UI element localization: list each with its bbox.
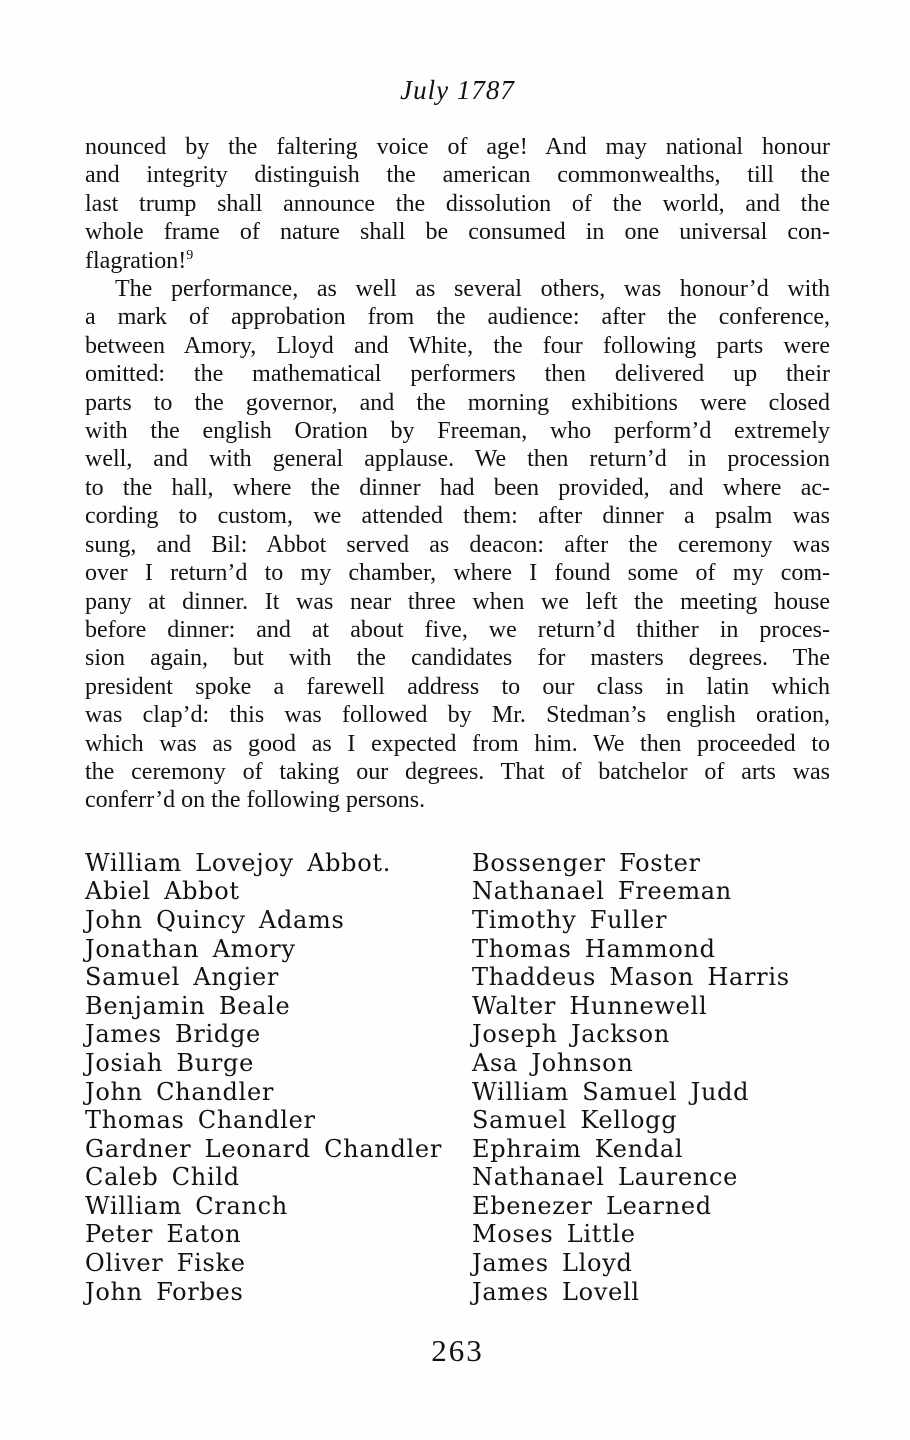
graduates-name-list — [85, 849, 830, 1307]
text-line: The performance, as well as several others, was honour’d with — [115, 276, 830, 303]
text-line: and integrity distinguish the american commonwealths, till the — [85, 162, 830, 189]
text-line: well, and with general applause. We then return’d in procession — [85, 446, 830, 473]
graduate-name: James Lovell — [472, 1277, 640, 1306]
graduate-name: Nathanael Laurence — [472, 1163, 739, 1192]
graduate-name: Oliver Fiske — [85, 1249, 246, 1278]
text-line: whole frame of nature shall be consumed in one universal con- — [85, 219, 830, 246]
graduate-name: Peter Eaton — [85, 1220, 242, 1249]
text-line: conferr’d on the following persons. — [85, 787, 426, 814]
graduate-name: Moses Little — [472, 1220, 636, 1249]
text-line: parts to the governor, and the morning exhibitions were closed — [85, 389, 830, 416]
text-line: sung, and Bil: Abbot served as deacon: after the ceremony was — [85, 531, 830, 558]
graduate-name: William Samuel Judd — [472, 1077, 750, 1106]
body-paragraph-1 — [85, 133, 830, 275]
graduates-left-column — [85, 849, 472, 1307]
graduate-name: Ebenezer Learned — [472, 1191, 712, 1220]
graduate-name: Caleb Child — [85, 1163, 240, 1192]
graduate-name: Timothy Fuller — [472, 905, 668, 934]
graduate-name: Abiel Abbot — [85, 877, 240, 906]
footnote-reference: 9 — [186, 247, 194, 263]
graduate-name: Ephraim Kendal — [472, 1134, 684, 1163]
text-line: before dinner: and at about five, we return’d thither in proces- — [85, 616, 830, 643]
graduate-name: Thomas Hammond — [472, 934, 716, 963]
graduate-name: James Lloyd — [472, 1249, 633, 1278]
text-line: last trump shall announce the dissolution of the world, and the — [85, 190, 830, 217]
graduates-right-column — [472, 849, 830, 1307]
page-body-text — [85, 133, 830, 815]
text-line: a mark of approbation from the audience: after the conference, — [85, 304, 830, 331]
text-line: president spoke a farewell address to our class in latin which — [85, 673, 830, 700]
graduate-name: Walter Hunnewell — [472, 991, 708, 1020]
graduate-name: John Forbes — [85, 1277, 244, 1306]
text-line: omitted: the mathematical performers then delivered up their — [85, 361, 830, 388]
page-number: 263 — [431, 1333, 484, 1369]
graduate-name: Nathanael Freeman — [472, 877, 732, 906]
graduate-name: William Lovejoy Abbot. — [85, 848, 392, 877]
body-paragraph-2 — [85, 275, 830, 815]
text-line — [85, 247, 830, 275]
graduate-name: Gardner Leonard Chandler — [85, 1134, 442, 1163]
text-line: was clap’d: this was followed by Mr. Stedman’s english oration, — [85, 702, 830, 729]
text-line: to the hall, where the dinner had been provided, and where ac- — [85, 474, 830, 501]
text-line: with the english Oration by Freeman, who perform’d extremely — [85, 418, 830, 445]
text-line: nounced by the faltering voice of age! And may national honour — [85, 134, 830, 160]
text-line: cording to custom, we attended them: after dinner a psalm was — [85, 503, 830, 530]
graduate-name: Jonathan Amory — [85, 934, 296, 963]
graduate-name: Asa Johnson — [472, 1048, 634, 1077]
paragraph-last-line: flagration! — [85, 247, 187, 274]
graduate-name: John Quincy Adams — [85, 905, 345, 934]
text-line: between Amory, Lloyd and White, the four following parts were — [85, 332, 830, 359]
graduate-name: John Chandler — [85, 1077, 275, 1106]
graduate-name: Bossenger Foster — [472, 848, 701, 877]
graduate-name: Thaddeus Mason Harris — [472, 963, 790, 992]
text-line: sion again, but with the candidates for masters degrees. The — [85, 645, 830, 672]
running-head-date: July 1787 — [400, 75, 515, 105]
graduate-name: Samuel Angier — [85, 963, 280, 992]
text-line: over I return’d to my chamber, where I found some of my com- — [85, 560, 830, 587]
text-line: which was as good as I expected from him. We then proceeded to — [85, 730, 830, 757]
graduate-name: Josiah Burge — [85, 1048, 254, 1077]
graduate-name: William Cranch — [85, 1191, 288, 1220]
graduate-name: Thomas Chandler — [85, 1106, 316, 1135]
graduate-name: Samuel Kellogg — [472, 1106, 678, 1135]
text-line: the ceremony of taking our degrees. That of batchelor of arts was — [85, 758, 830, 785]
text-line: pany at dinner. It was near three when we left the meeting house — [85, 588, 830, 615]
graduate-name: James Bridge — [85, 1020, 261, 1049]
graduate-name: Benjamin Beale — [85, 991, 291, 1020]
graduate-name: Joseph Jackson — [472, 1020, 670, 1049]
